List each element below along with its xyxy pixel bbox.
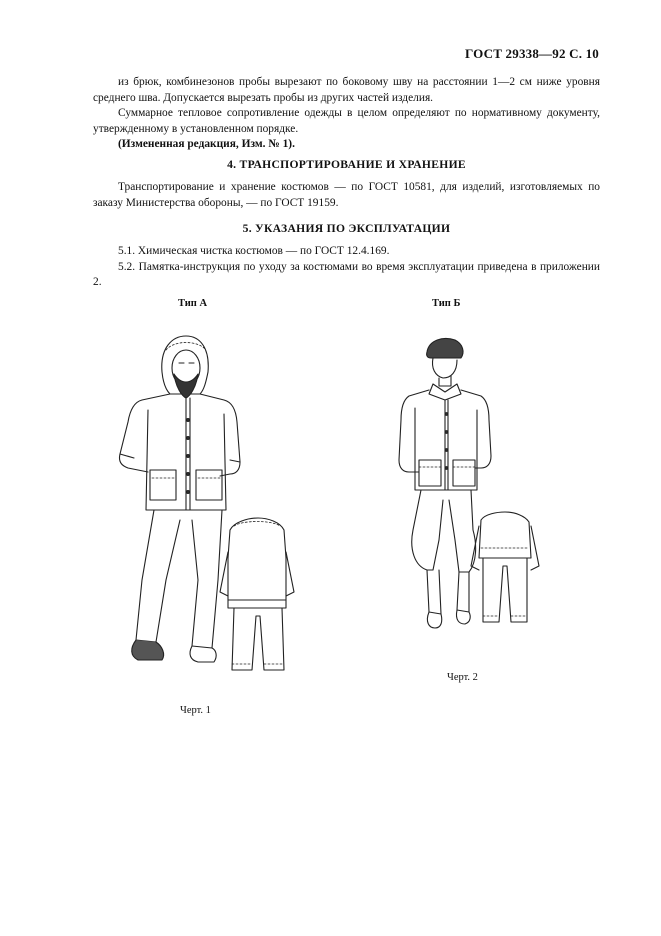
figure-caption-1: Черт. 1 bbox=[180, 705, 211, 716]
section4-body bbox=[93, 180, 600, 211]
figure-type-a-illustration bbox=[100, 330, 300, 695]
figure-caption-2: Черт. 2 bbox=[447, 672, 478, 683]
paragraph: 5.1. Химическая чистка костюмов — по ГОСТ 12.4.169. bbox=[118, 245, 390, 257]
type-b-label: Тип Б bbox=[432, 298, 461, 309]
type-a-label: Тип А bbox=[178, 298, 208, 309]
section4-heading: 4. ТРАНСПОРТИРОВАНИЕ И ХРАНЕНИЕ bbox=[227, 158, 466, 171]
paragraph: из брюк, комбинезонов пробы вырезают по боковому шву на расстоянии 1—2 см ниже уровня среднего шва. Допускается вырезать пробы из других частей изделия. bbox=[93, 76, 600, 104]
paragraph: Суммарное тепловое сопротивление одежды в целом определяют по нормативному документу, утвержденному в установленном порядке. bbox=[93, 107, 600, 135]
figure-type-b-illustration bbox=[385, 330, 545, 665]
section5-body bbox=[93, 244, 600, 291]
paragraph: Транспортирование и хранение костюмов — по ГОСТ 10581, для изделий, изготовляемых по заказу Министерства обороны, — по ГОСТ 19159. bbox=[93, 181, 600, 209]
section5-heading: 5. УКАЗАНИЯ ПО ЭКСПЛУАТАЦИИ bbox=[242, 222, 451, 235]
page-header: ГОСТ 29338—92 С. 10 bbox=[465, 46, 599, 61]
paragraph: 5.2. Памятка-инструкция по уходу за костюмами во время эксплуатации приведена в приложении 2. bbox=[93, 260, 600, 289]
amendment-note: (Измененная редакция, Изм. № 1). bbox=[118, 138, 295, 151]
section3-continuation bbox=[93, 75, 600, 153]
